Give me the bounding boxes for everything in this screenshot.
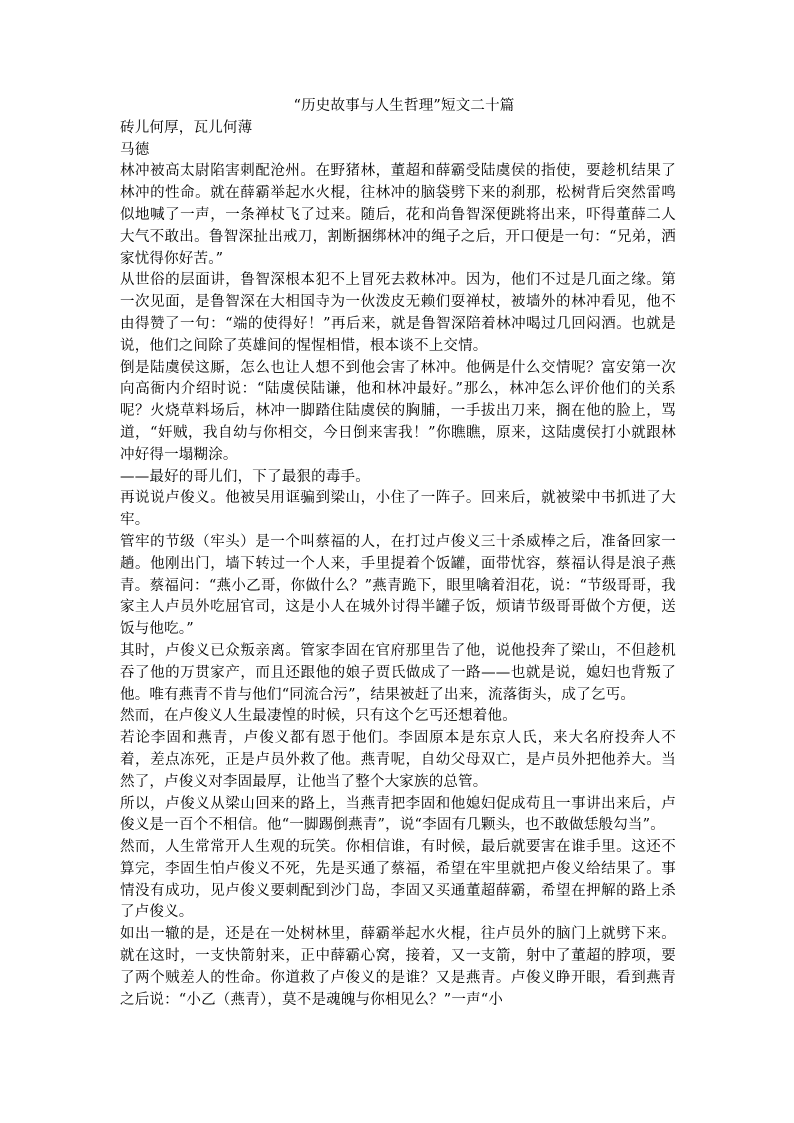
paragraph: 然而，在卢俊义人生最凄惶的时候，只有这个乞丐还想着他。 <box>120 708 517 725</box>
paragraph: 管牢的节级（牢头）是一个叫蔡福的人，在打过卢俊义三十杀威棒之后，准备回家一趟。他刚出门，墙下转过一个人来，手里提着个饭罐，面带忧容，蔡福认得是浪子燕青。蔡福问：“燕小乙哥，你做什么？”燕青跪下，眼里噙着泪花，说：“节级哥哥，我家主人卢员外吃屈官司，这是小人在城外讨得半罐子饭，烦请节级哥哥做个方便，送饭与他吃。” <box>120 533 676 638</box>
paragraph: 所以，卢俊义从梁山回来的路上，当燕青把李固和他媳妇促成苟且一事讲出来后，卢俊义是一百个不相信。他“一脚踢倒燕青”，说“李固有几颗头，也不敢做恁般勾当”。 <box>120 795 676 834</box>
paragraph: 若论李固和燕青，卢俊义都有恩于他们。李固原本是东京人氏，来大名府投奔人不着，差点冻死，正是卢员外救了他。燕青呢，自幼父母双亡，是卢员外把他养大。当然了，卢俊义对李固最厚，让他当了整个大家族的总管。 <box>120 730 676 790</box>
article-title: 砖儿何厚，瓦儿何薄 <box>120 119 253 136</box>
author-name: 马德 <box>120 141 150 158</box>
paragraph: 再说说卢俊义。他被吴用诓骗到梁山，小住了一阵子。回来后，就被梁中书抓进了大牢。 <box>120 490 676 529</box>
paragraph: 其时，卢俊义已众叛亲离。管家李固在官府那里告了他，说他投奔了梁山，不但趁机吞了他的万贯家产，而且还跟他的娘子贾氏做成了一路——也就是说，媳妇也背叛了他。唯有燕青不肯与他们“同流合污”，结果被赶了出来，流落街头，成了乞丐。 <box>120 642 676 703</box>
document-title: “历史故事与人生哲理”短文二十篇 <box>293 98 515 114</box>
paragraph: ——最好的哥儿们，下了最狠的毒手。 <box>120 468 370 485</box>
paragraph: 林冲被高太尉陷害刺配沧州。在野猪林，董超和薛霸受陆虞侯的指使，要趁机结果了林冲的性命。就在薛霸举起水火棍，往林冲的脑袋劈下来的刹那，松树背后突然雷鸣似地喊了一声，一条禅杖飞了过来。随后，花和尚鲁智深便跳将出来，吓得董薛二人大气不敢出。鲁智深扯出戒刀，割断捆绑林冲的绳子之后，开口便是一句：“兄弟，洒家忧得你好苦。” <box>120 163 676 267</box>
paragraph: 然而，人生常常开人生观的玩笑。你相信谁，有时候，最后就要害在谁手里。这还不算完，李固生怕卢俊义不死，先是买通了蔡福，希望在牢里就把卢俊义给结果了。事情没有成功，见卢俊义要刺配到沙门岛，李固又买通董超薛霸，希望在押解的路上杀了卢俊义。 <box>120 839 676 921</box>
paragraph: 倒是陆虞侯这厮，怎么也让人想不到他会害了林冲。他俩是什么交情呢？富安第一次向高衙内介绍时说：“陆虞侯陆谦，他和林冲最好。”那么，林冲怎么评价他们的关系呢？火烧草料场后，林冲一脚踏住陆虞侯的胸脯，一手拔出刀来，搁在他的脸上，骂道，“奸贼，我自幼与你相交，今日倒来害我！”你瞧瞧，原来，这陆虞侯打小就跟林冲好得一塌糊涂。 <box>120 359 676 463</box>
paragraph: 从世俗的层面讲，鲁智深根本犯不上冒死去救林冲。因为，他们不过是几面之缘。第一次见面，是鲁智深在大相国寺为一伙泼皮无赖们耍禅杖，被墙外的林冲看见，他不由得赞了一句：“端的使得好！”再后来，就是鲁智深陪着林冲喝过几回闷酒。也就是说，他们之间除了英雄间的惺惺相惜，根本谈不上交情。 <box>120 272 676 354</box>
document-body <box>120 96 676 1011</box>
paragraph: 如出一辙的是，还是在一处树林里，薛霸举起水火棍，往卢员外的脑门上就劈下来。就在这时，一支快箭射来，正中薛霸心窝，接着，又一支箭，射中了董超的脖项，要了两个贼差人的性命。你道救了卢俊义的是谁？又是燕青。卢俊义睁开眼，看到燕青之后说：“小乙（燕青），莫不是魂魄与你相见么？”一声“小 <box>120 926 676 1008</box>
